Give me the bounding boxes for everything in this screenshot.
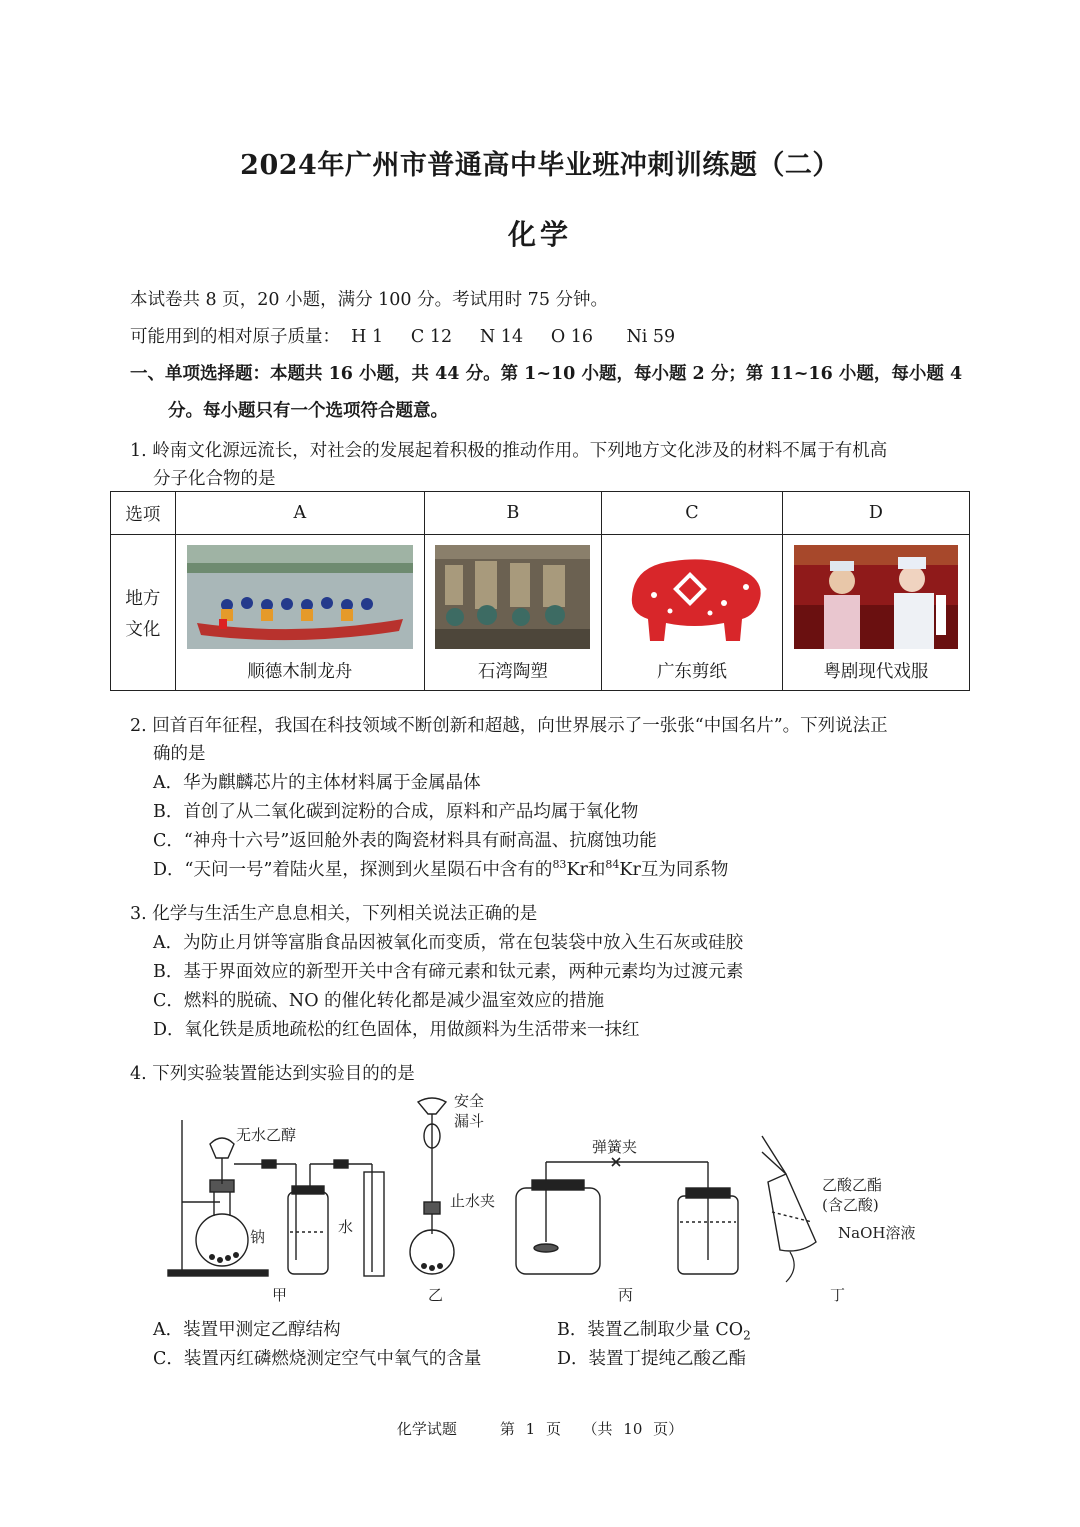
q2-option-a: A．华为麒麟芯片的主体材料属于金属晶体: [153, 773, 481, 793]
apparatus-ding: [762, 1136, 915, 1304]
label-contains-acetic-acid: (含乙酸): [822, 1196, 879, 1214]
apparatus-bing: [516, 1138, 738, 1304]
q4-option-b-text: B．装置乙制取少量 CO: [557, 1320, 744, 1340]
option-b-caption: 石湾陶塑: [477, 661, 548, 682]
column-header-c: C: [602, 492, 783, 535]
label-water-clamp: 止水夹: [450, 1192, 496, 1210]
row-label: [111, 535, 176, 691]
q2-stem-line-1: 2. 回首百年征程，我国在科技领域不断创新和超越，向世界展示了一张张“中国名片”。下列说法正: [130, 716, 888, 736]
kr-symbol-2: Kr: [619, 860, 641, 880]
label-bing: 丙: [618, 1286, 634, 1304]
q2-option-d-prefix: D．“天问一号”着陆火星，探测到火星陨石中含有的: [153, 860, 553, 880]
q2-option-d-and: 和: [587, 860, 606, 880]
column-header-b: B: [424, 492, 601, 535]
q1-options-table: [110, 491, 970, 691]
q2-option-c: C．“神舟十六号”返回舱外表的陶瓷材料具有耐高温、抗腐蚀功能: [153, 831, 657, 851]
q4-stem: 4. 下列实验装置能达到实验目的的是: [130, 1064, 415, 1084]
paper-cut-pig-image: [614, 545, 770, 649]
option-c-caption: 广东剪纸: [656, 661, 727, 682]
q3-option-c: C．燃料的脱硫、NO 的催化转化都是减少温室效应的措施: [153, 991, 605, 1011]
co2-subscript: 2: [743, 1328, 751, 1343]
kr84-mass-number: 84: [605, 858, 620, 872]
label-jia: 甲: [272, 1286, 288, 1304]
q4-option-a: A．装置甲测定乙醇结构: [153, 1320, 341, 1340]
section-heading-line-1: 一、单项选择题：本题共 16 小题，共 44 分。第 1~10 小题，每小题 2 分；第 11~16 小题，每小题 4: [130, 364, 963, 384]
column-header-a: A: [175, 492, 424, 535]
page-footer: 化学试题 第 1 页 （共 10 页）: [396, 1420, 684, 1438]
intro-line-1: 本试卷共 8 页，20 小题，满分 100 分。考试用时 75 分钟。: [130, 290, 609, 310]
option-a-caption: 顺德木制龙舟: [247, 661, 353, 682]
label-yi: 乙: [428, 1286, 444, 1304]
cantonese-opera-photo: [794, 545, 958, 649]
q2-option-d-suffix: 互为同系物: [640, 860, 729, 880]
apparatus-jia: [168, 1120, 384, 1304]
q3-stem: 3. 化学与生活生产息息相关，下列相关说法正确的是: [130, 904, 538, 924]
exam-title: 2024年广州市普通高中毕业班冲刺训练题（二）: [240, 150, 840, 181]
kr83-mass-number: 83: [552, 858, 567, 872]
q4-option-d: D．装置丁提纯乙酸乙酯: [557, 1349, 747, 1369]
q2-option-d: [153, 856, 728, 881]
option-c-cell: [602, 535, 783, 691]
q3-option-b: B．基于界面效应的新型开关中含有碲元素和钛元素，两种元素均为过渡元素: [153, 962, 744, 982]
apparatus-yi: [410, 1092, 495, 1304]
option-d-cell: [782, 535, 969, 691]
q2-stem-line-2: 确的是: [153, 744, 206, 764]
q1-stem-line-1: 1. 岭南文化源远流长，对社会的发展起着积极的推动作用。下列地方文化涉及的材料不属于有机高: [130, 441, 888, 461]
shiwan-pottery-photo: [435, 545, 590, 649]
section-heading-line-2: 分。每小题只有一个选项符合题意。: [168, 401, 448, 421]
label-ding: 丁: [830, 1286, 846, 1304]
row-label-line-1: 地方: [125, 588, 161, 609]
option-d-caption: 粤剧现代戏服: [823, 661, 929, 682]
label-naoh-solution: NaOH溶液: [838, 1224, 916, 1242]
q3-option-d: D．氧化铁是质地疏松的红色固体，用做颜料为生活带来一抹红: [153, 1020, 640, 1040]
label-water: 水: [338, 1218, 354, 1236]
label-sodium: 钠: [250, 1228, 266, 1246]
option-b-cell: [424, 535, 601, 691]
q4-apparatus-diagram: [150, 1092, 930, 1307]
q2-option-b: B．首创了从二氧化碳到淀粉的合成，原料和产品均属于氧化物: [153, 802, 639, 822]
subject-title: 化学: [507, 218, 572, 251]
label-ethanol: 无水乙醇: [236, 1126, 297, 1144]
column-header-d: D: [782, 492, 969, 535]
q4-option-c: C．装置丙红磷燃烧测定空气中氧气的含量: [153, 1349, 482, 1369]
dragon-boat-photo: [187, 545, 413, 649]
option-a-cell: [175, 535, 424, 691]
kr-symbol-1: Kr: [566, 860, 588, 880]
label-safety-funnel-2: 漏斗: [454, 1112, 485, 1130]
intro-line-2: 可能用到的相对原子质量： H 1 C 12 N 14 O 16 Ni 59: [130, 327, 676, 347]
q1-stem-line-2: 分子化合物的是: [153, 469, 276, 489]
q4-option-b: [557, 1316, 751, 1343]
row-label-line-2: 文化: [125, 619, 161, 640]
table-header-label: 选项: [111, 492, 176, 535]
label-spring-clamp: 弹簧夹: [592, 1138, 638, 1156]
q3-option-a: A．为防止月饼等富脂食品因被氧化而变质，常在包装袋中放入生石灰或硅胶: [153, 933, 744, 953]
label-safety-funnel-1: 安全: [454, 1092, 485, 1110]
label-ethyl-acetate: 乙酸乙酯: [822, 1176, 883, 1194]
